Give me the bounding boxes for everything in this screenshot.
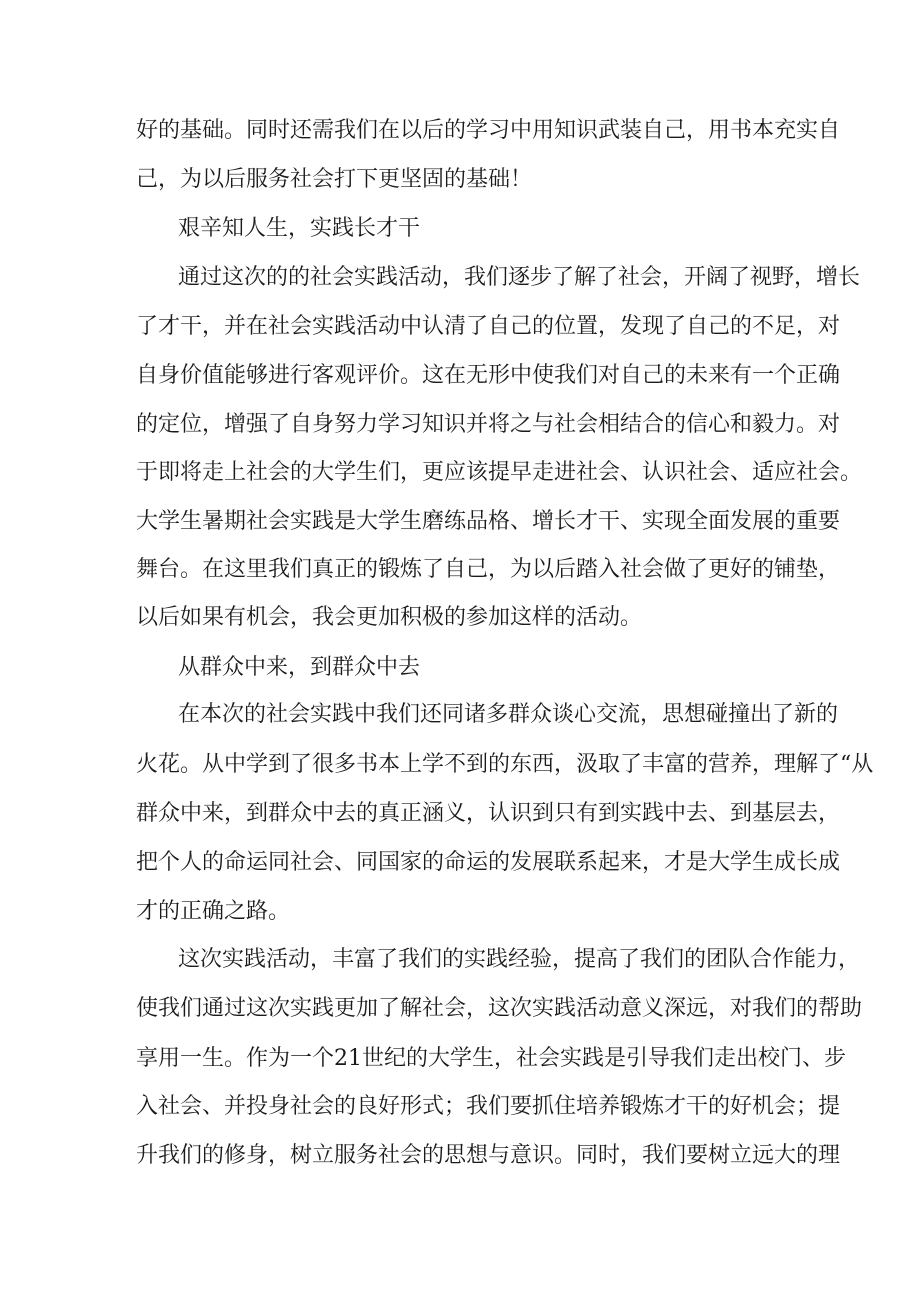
body-text-line: 把个人的命运同社会、同国家的命运的发展联系起来，才是大学生成长成 [136,850,841,875]
body-text-line: 入社会、并投身社会的良好形式；我们要抓住培养锻炼才干的好机会；提 [136,1094,841,1119]
body-text-line: 了才干，并在社会实践活动中认清了自己的位置，发现了自己的不足，对 [136,314,841,339]
section-heading: 艰辛知人生，实践长才干 [178,216,421,241]
body-text-line: 好的基础。同时还需我们在以后的学习中用知识武装自己，用书本充实自 [136,118,841,143]
body-text-line: 大学生暑期社会实践是大学生磨练品格、增长才干、实现全面发展的重要 [136,509,841,534]
body-text-line: 舞台。在这里我们真正的锻炼了自己，为以后踏入社会做了更好的铺垫， [136,557,841,582]
body-text-line: 使我们通过这次实践更加了解社会，这次实践活动意义深远，对我们的帮助 [136,996,863,1021]
body-text-line: 群众中来，到群众中去的真正涵义，认识到只有到实践中去、到基层去， [136,801,841,826]
body-text-line: 自身价值能够进行客观评价。这在无形中使我们对自己的未来有一个正确 [136,363,841,388]
body-text-line: 于即将走上社会的大学生们，更应该提早走进社会、认识社会、适应社会。 [136,460,863,485]
section-heading: 从群众中来，到群众中去 [178,655,421,680]
body-text-line: 通过这次的的社会实践活动，我们逐步了解了社会，开阔了视野，增长 [178,265,861,290]
body-text-line: 的定位，增强了自身努力学习知识并将之与社会相结合的信心和毅力。对 [136,412,841,437]
body-text-line: 享用一生。作为一个21世纪的大学生，社会实践是引导我们走出校门、步 [136,1046,846,1071]
body-text-line: 这次实践活动，丰富了我们的实践经验，提高了我们的团队合作能力， [178,947,861,972]
body-text-line: 以后如果有机会，我会更加积极的参加这样的活动。 [136,605,643,630]
body-text-line: 升我们的修身，树立服务社会的思想与意识。同时，我们要树立远大的理 [136,1143,841,1168]
body-text-line: 在本次的社会实践中我们还同诸多群众谈心交流，思想碰撞出了新的 [178,702,839,727]
body-text-line: 火花。从中学到了很多书本上学不到的东西，汲取了丰富的营养，理解了“从 [136,752,874,777]
body-text-line: 己，为以后服务社会打下更坚固的基础！ [136,167,533,192]
body-text-line: 才的正确之路。 [136,899,291,924]
